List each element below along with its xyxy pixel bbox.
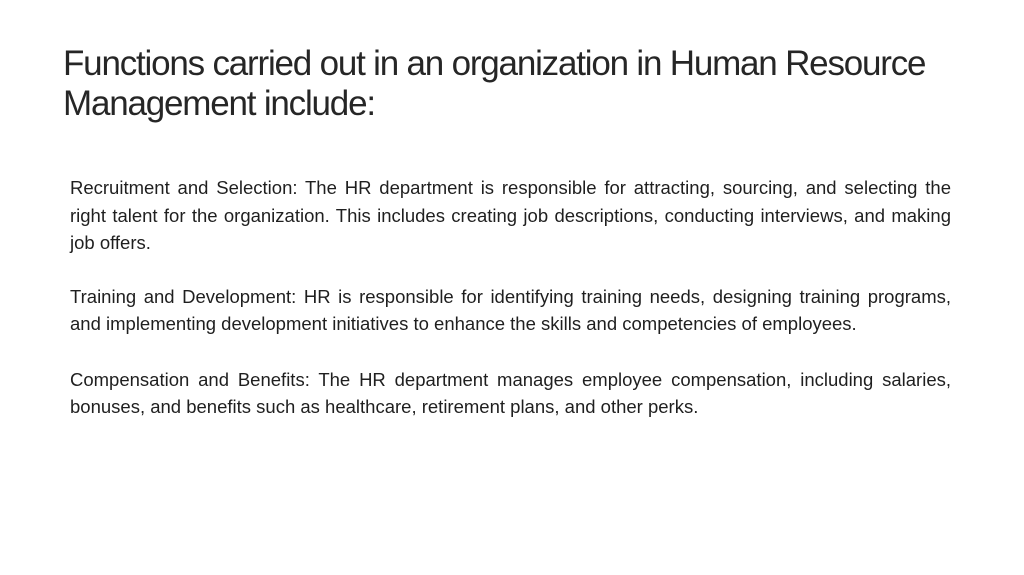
paragraph-training-development: Training and Development: HR is responsible for identifying training needs, designing training programs, and implementing development initiatives to enhance the skills and competencies of employees. <box>70 285 951 334</box>
paragraph-compensation-benefits: Compensation and Benefits: The HR department manages employee compensation, including salaries, bonuses, and benefits such as healthcare, retirement plans, and other perks. <box>70 368 951 417</box>
slide-body <box>64 174 951 421</box>
paragraph-recruitment-selection: Recruitment and Selection: The HR department is responsible for attracting, sourcing, and selecting the right talent for the organization. This includes creating job descriptions, conducting interviews, and making job offers. <box>70 177 951 253</box>
slide-title: Functions carried out in an organization in Human Resource Management include: <box>63 44 926 123</box>
